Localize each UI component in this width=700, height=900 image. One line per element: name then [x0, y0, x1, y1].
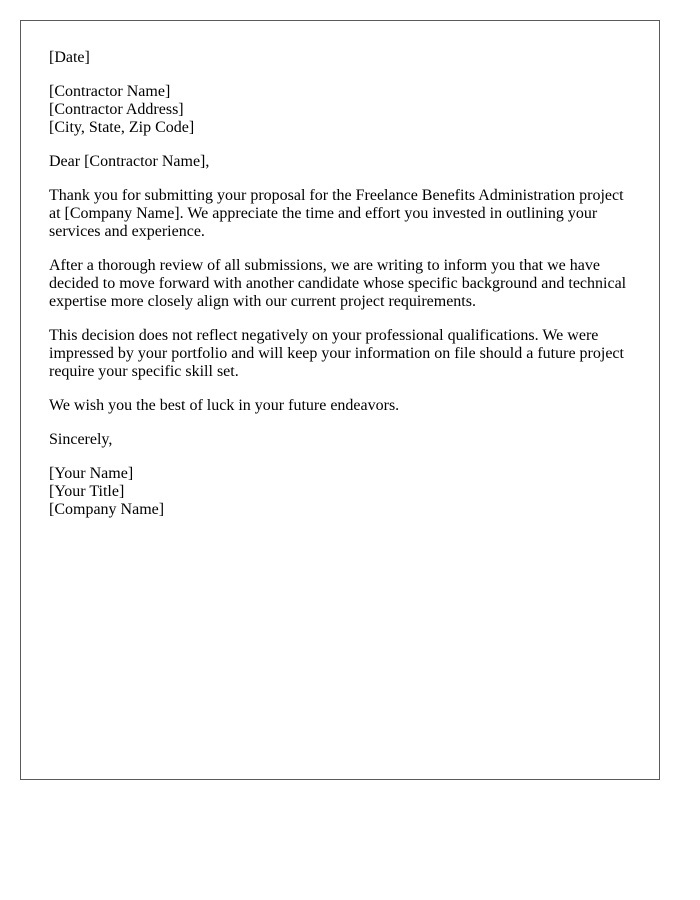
recipient-address: [Contractor Address]	[49, 101, 184, 118]
letter-date: [Date]	[49, 49, 90, 66]
closing-block	[49, 431, 639, 449]
recipient-city-state-zip: [City, State, Zip Code]	[49, 119, 195, 136]
body-paragraph-qualifications: This decision does not reflect negatively on your professional qualifications. We were impressed by your portfolio and will keep your information on file should a future project require your specific skill set.	[49, 327, 624, 380]
signature-company: [Company Name]	[49, 501, 165, 518]
recipient-name: [Contractor Name]	[49, 83, 171, 100]
salutation-block	[49, 153, 639, 171]
closing: Sincerely,	[49, 431, 113, 448]
body-paragraph-intro: Thank you for submitting your proposal for the Freelance Benefits Administration project at [Company Name]. We appreciate the time and effort you invested in outlining your services and experience.	[49, 187, 624, 240]
body-paragraph-wishes: We wish you the best of luck in your future endeavors.	[49, 397, 400, 414]
letter-body	[49, 49, 639, 535]
recipient-address-block	[49, 83, 639, 137]
signature-block	[49, 465, 639, 519]
letter-frame	[20, 20, 660, 780]
signature-name: [Your Name]	[49, 465, 134, 482]
body-paragraph-decision: After a thorough review of all submissions, we are writing to inform you that we have decided to move forward with another candidate whose specific background and technical expertise more closely align with our current project requirements.	[49, 257, 627, 310]
date-block	[49, 49, 639, 67]
salutation: Dear [Contractor Name],	[49, 153, 210, 170]
signature-title: [Your Title]	[49, 483, 125, 500]
